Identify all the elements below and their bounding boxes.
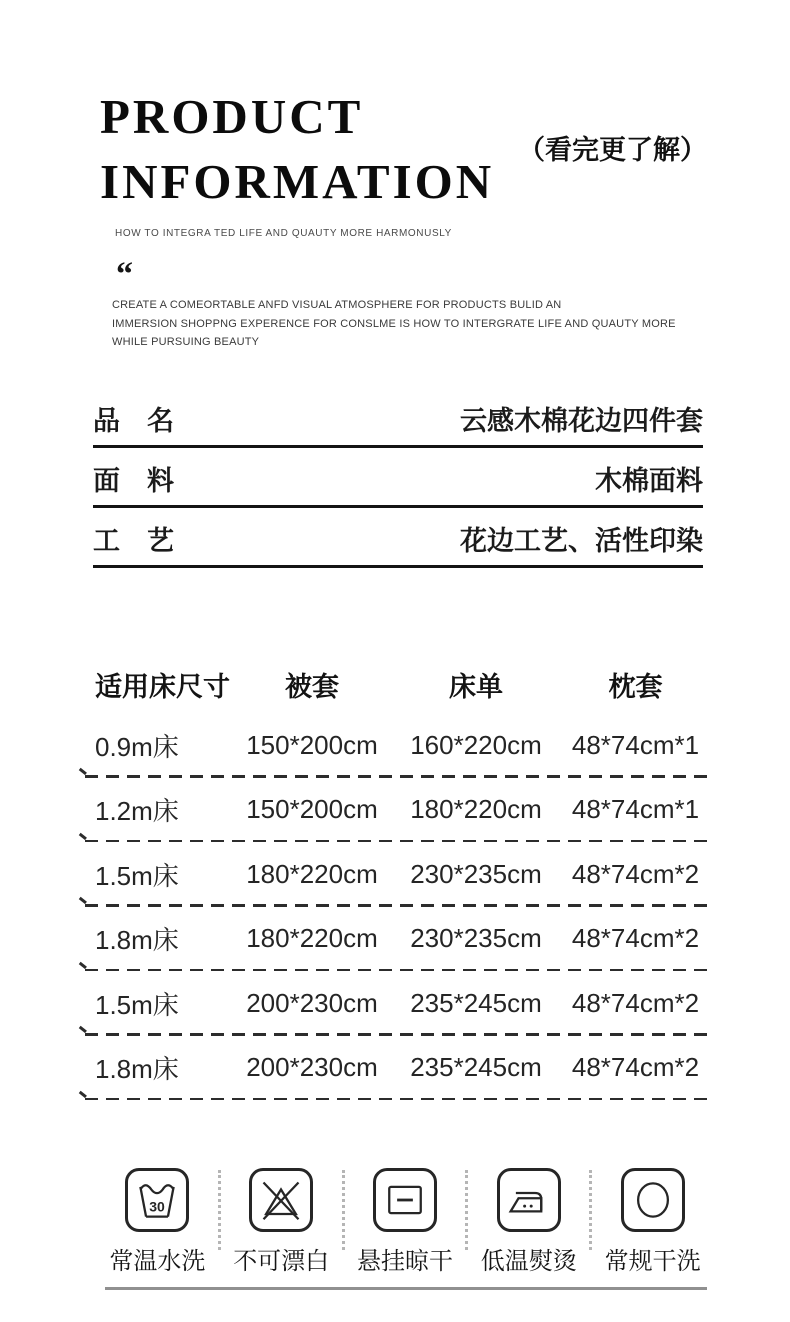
cell-sheet: 230*235cm (410, 923, 542, 954)
table-row (85, 713, 712, 778)
attribute-label: 品 名 (93, 406, 174, 436)
product-attributes (93, 388, 703, 568)
cell-duvet-cover: 180*220cm (246, 923, 378, 954)
cell-sheet: 235*245cm (410, 987, 542, 1018)
care-item-wash (97, 1168, 218, 1276)
cell-bed-size: 1.8m床 (95, 1054, 179, 1085)
care-label: 常规干洗 (604, 1248, 701, 1275)
cell-bed-size: 1.2m床 (95, 796, 179, 827)
column-header: 床单 (449, 671, 503, 702)
table-row (85, 971, 712, 1036)
wash-temp-label: 30 (149, 1198, 166, 1215)
wash-30-icon (125, 1168, 189, 1232)
table-row (85, 907, 712, 972)
page-title (100, 84, 494, 214)
cell-sheet: 160*220cm (410, 729, 542, 760)
size-table (85, 655, 712, 1100)
attribute-row-name (93, 388, 703, 448)
care-item-iron (468, 1168, 589, 1276)
cell-duvet-cover: 200*230cm (246, 1052, 378, 1083)
care-label: 常温水洗 (109, 1248, 206, 1275)
page-title-line2: INFORMATION (100, 154, 495, 209)
title-note: （看完更了解） (518, 135, 707, 165)
quote-line: CREATE A COMEORTABLE ANFD VISUAL ATMOSPHERE FOR PRODUCTS BULID AN (112, 299, 562, 311)
iron-low-icon (497, 1168, 561, 1232)
quote-line: IMMERSION SHOPPNG EXPERENCE FOR CONSLME IS HOW TO INTERGRATE LIFE AND QUAUTY MORE (112, 317, 676, 330)
cell-pillowcase: 48*74cm*2 (571, 1052, 700, 1083)
cell-sheet: 230*235cm (410, 858, 542, 889)
care-label: 悬挂晾干 (356, 1248, 453, 1275)
subtitle-english: HOW TO INTEGRA TED LIFE AND QUAUTY MORE HARMONUSLY (115, 228, 452, 239)
column-header: 枕套 (608, 671, 663, 702)
quote-line: WHILE PURSUING BEAUTY (112, 336, 260, 348)
cell-pillowcase: 48*74cm*2 (571, 858, 700, 889)
dry-clean-icon (621, 1168, 685, 1232)
no-bleach-icon (249, 1168, 313, 1232)
care-label: 不可漂白 (233, 1248, 330, 1275)
cell-pillowcase: 48*74cm*2 (571, 987, 700, 1018)
cell-sheet: 180*220cm (410, 794, 542, 825)
cell-duvet-cover: 150*200cm (246, 729, 378, 760)
care-instructions (97, 1168, 713, 1276)
cell-bed-size: 1.8m床 (95, 925, 179, 956)
care-item-no-bleach (221, 1168, 342, 1276)
cell-sheet: 235*245cm (410, 1052, 542, 1083)
attribute-value: 云感木棉花边四件套 (460, 406, 703, 436)
attribute-row-fabric (93, 448, 703, 508)
column-header: 适用床尺寸 (95, 671, 230, 702)
table-row (85, 842, 712, 907)
quote-mark-icon: “ (116, 256, 133, 293)
size-table-header (85, 655, 712, 713)
attribute-label: 面 料 (93, 466, 174, 496)
attribute-label: 工 艺 (93, 526, 174, 556)
care-item-dry-clean (592, 1168, 713, 1276)
cell-duvet-cover: 200*230cm (246, 987, 378, 1018)
hang-dry-icon (373, 1168, 437, 1232)
cell-bed-size: 1.5m床 (95, 989, 179, 1020)
table-row (85, 1036, 712, 1101)
cell-bed-size: 1.5m床 (95, 860, 179, 891)
care-label: 低温熨烫 (480, 1248, 577, 1275)
attribute-row-craft (93, 508, 703, 568)
cell-bed-size: 0.9m床 (95, 731, 179, 762)
attribute-value: 木棉面料 (595, 466, 703, 496)
intro-quote (112, 296, 676, 352)
cell-pillowcase: 48*74cm*1 (571, 794, 700, 825)
page-title-line1: PRODUCT (100, 89, 364, 144)
cell-duvet-cover: 180*220cm (246, 858, 378, 889)
attribute-value: 花边工艺、活性印染 (460, 526, 703, 556)
table-row (85, 778, 712, 843)
cell-duvet-cover: 150*200cm (246, 794, 378, 825)
column-header: 被套 (285, 671, 339, 702)
care-item-hang-dry (345, 1168, 466, 1276)
cell-pillowcase: 48*74cm*2 (571, 923, 700, 954)
cell-pillowcase: 48*74cm*1 (571, 729, 700, 760)
footer-divider (105, 1287, 707, 1290)
